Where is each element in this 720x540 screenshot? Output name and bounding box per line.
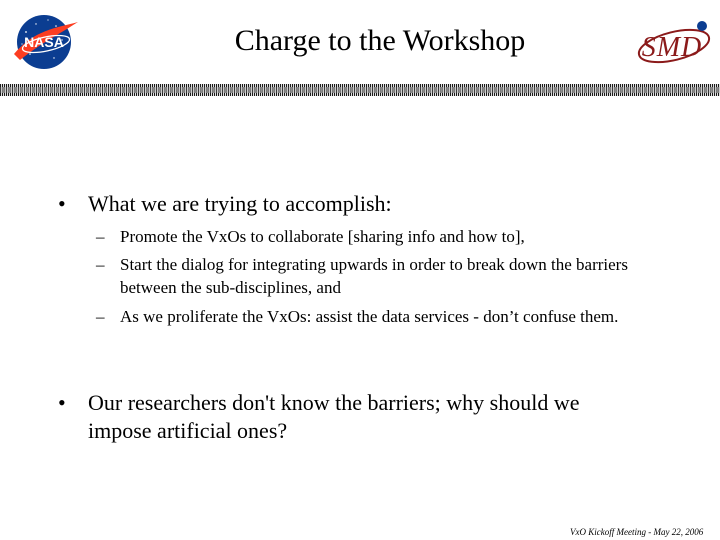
bullet-glyph: • bbox=[58, 390, 66, 415]
bullet-glyph: • bbox=[58, 191, 66, 216]
bullet-2-text: Our researchers don't know the barriers; why should we impose artificial ones? bbox=[88, 390, 580, 443]
nasa-logo-text: NASA bbox=[24, 34, 64, 50]
sub-bullet-3-text: As we proliferate the VxOs: assist the data services - don’t confuse them. bbox=[120, 307, 619, 326]
nasa-logo-icon bbox=[6, 10, 82, 74]
dash-glyph: – bbox=[96, 255, 105, 274]
sub-bullet-1-text: Promote the VxOs to collaborate [sharing info and how to], bbox=[120, 227, 525, 246]
title-divider bbox=[0, 84, 720, 96]
footer-meeting-info: VxO Kickoff Meeting - May 22, 2006 bbox=[570, 527, 704, 537]
sub-bullet-2-text: Start the dialog for integrating upwards in order to break down the barriers between the sub-disciplines, and bbox=[120, 255, 628, 297]
slide-title: Charge to the Workshop bbox=[234, 24, 526, 57]
dash-glyph: – bbox=[96, 227, 105, 246]
smd-logo-icon bbox=[632, 16, 714, 72]
smd-logo-text: SMD bbox=[641, 32, 703, 63]
dash-glyph: – bbox=[96, 307, 105, 326]
bullet-1-text: What we are trying to accomplish: bbox=[88, 191, 392, 216]
